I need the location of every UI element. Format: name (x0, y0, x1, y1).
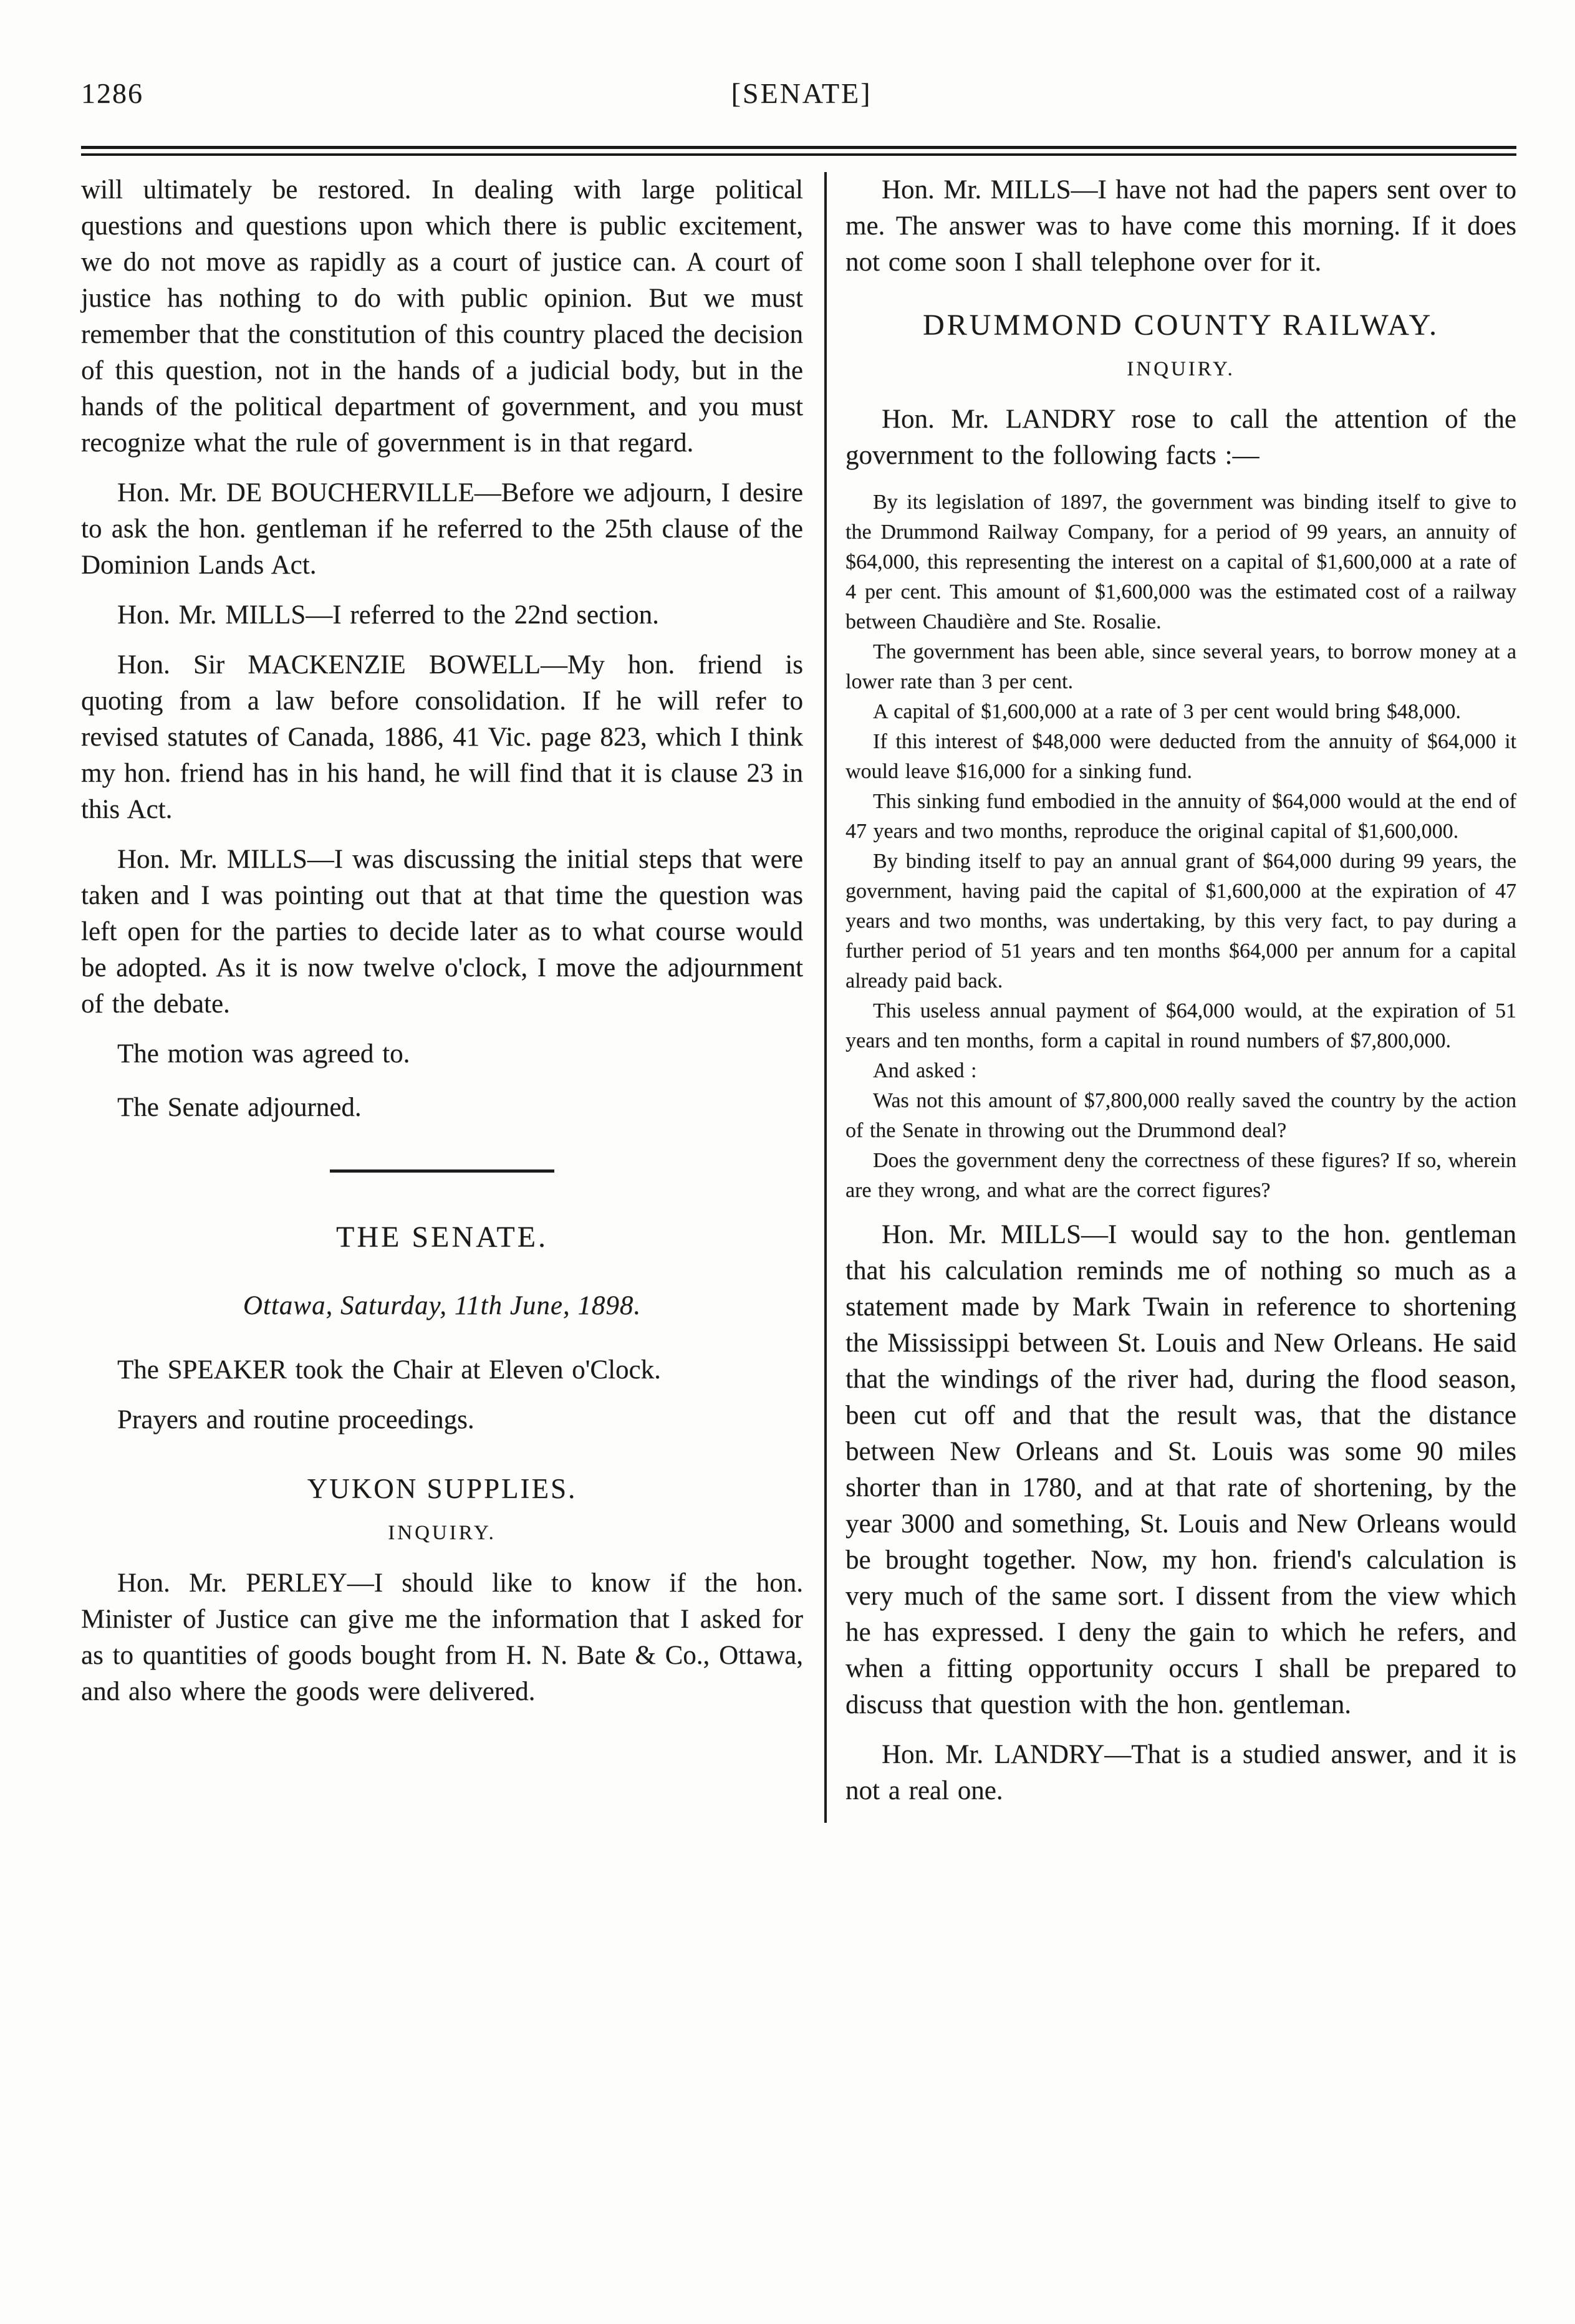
fact-paragraph: This sinking fund embodied in the annuity of $64,000 would at the end of 47 years and two months, reproduce the original capital of $1,600,000. (845, 790, 1516, 843)
landry-facts-block (845, 487, 1516, 1206)
fact-paragraph: This useless annual payment of $64,000 would, at the expiration of 51 years and ten months, form a capital in round numbers of $7,800,000. (845, 999, 1516, 1052)
paragraph-bowell: Hon. Sir MACKENZIE BOWELL—My hon. friend is quoting from a law before consolidation. If he will refer to revised statutes of Canada, 1886, 41 Vic. page 823, which I think my hon. friend has in his hand, he will find that it is clause 23 in this Act. (81, 650, 803, 824)
drummond-inquiry-subheading: INQUIRY. (1127, 358, 1235, 380)
paragraph-mills-twain: Hon. Mr. MILLS—I would say to the hon. gentleman that his calculation reminds me of nothing so much as a statement made by Mark Twain in reference to shortening the Mississippi between St. Louis and New Orleans. He said that the windings of the river had, during the flood season, been cut off and that the result was, that the distance between New Orleans and St. Louis was some 90 miles shorter than in 1780, and at that rate of shortening, by the year 3000 and something, St. Louis and New Orleans would be brought together. Now, my hon. friend's calculation is very much of the same sort. I dissent from the view which he has expressed. I deny the gain to which he refers, and when a fitting opportunity occurs I shall be prepared to discuss that question with the hon. gentleman. (845, 1220, 1516, 1719)
paragraph-landry-rose: Hon. Mr. LANDRY rose to call the attention of the government to the following facts :— (845, 405, 1516, 470)
paragraph-senate-adjourned: The Senate adjourned. (117, 1093, 362, 1122)
paragraph-boucherville: Hon. Mr. DE BOUCHERVILLE—Before we adjourn, I desire to ask the hon. gentleman if he referred to the 25th clause of the Dominion Lands Act. (81, 478, 803, 580)
page-number: 1286 (81, 77, 143, 109)
fact-paragraph: By its legislation of 1897, the government was binding itself to give to the Drummond Railway Company, for a period of 99 years, an annuity of $64,000, this representing the interest on a capital of $1,600,000 at a rate of 4 per cent. This amount of $1,600,000 was the estimated cost of a railway between Chaudière and Ste. Rosalie. (845, 491, 1516, 633)
column-divider-rule (824, 172, 827, 1823)
fact-paragraph: And asked : (873, 1059, 977, 1082)
paragraph-mills-referred: Hon. Mr. MILLS—I referred to the 22nd section. (117, 600, 659, 630)
paragraph-speaker-chair: The SPEAKER took the Chair at Eleven o'Clock. (117, 1355, 661, 1385)
paragraph-mills-discussing: Hon. Mr. MILLS—I was discussing the initial steps that were taken and I was pointing out that at that time the question was left open for the parties to decide later as to what course would be adopted. As it is now twelve o'clock, I move the adjournment of the debate. (81, 845, 803, 1019)
fact-paragraph: Was not this amount of $7,800,000 really saved the country by the action of the Senate in throwing out the Drummond deal? (845, 1089, 1516, 1142)
paragraph-prayers: Prayers and routine proceedings. (117, 1405, 474, 1434)
page-header (81, 74, 1516, 113)
sitting-dateline: Ottawa, Saturday, 11th June, 1898. (243, 1291, 642, 1320)
fact-paragraph: Does the government deny the correctness of these figures? If so, wherein are they wrong, and what are the correct figures? (845, 1149, 1516, 1202)
yukon-inquiry-subheading: INQUIRY. (388, 1522, 496, 1544)
paragraph-mills-papers: Hon. Mr. MILLS—I have not had the papers sent over to me. The answer was to have come this morning. If it does not come soon I shall telephone over for it. (845, 175, 1516, 277)
yukon-supplies-heading: YUKON SUPPLIES. (307, 1473, 577, 1504)
fact-paragraph: By binding itself to pay an annual grant of $64,000 during 99 years, the government, having paid the capital of $1,600,000 at the expiration of 47 years and two months, was undertaking, by this very fact, to pay during a further period of 51 years and ten months $64,000 per annum for a capital already paid back. (845, 850, 1516, 992)
fact-paragraph: The government has been able, since several years, to borrow money at a lower rate than 3 per cent. (845, 640, 1516, 693)
running-title: [SENATE] (731, 77, 872, 109)
senate-heading: THE SENATE. (336, 1221, 548, 1254)
fact-paragraph: A capital of $1,600,000 at a rate of 3 per cent would bring $48,000. (873, 700, 1461, 723)
paragraph-motion-agreed: The motion was agreed to. (117, 1039, 410, 1068)
two-column-layout (81, 172, 1516, 1823)
drummond-railway-heading: DRUMMOND COUNTY RAILWAY. (922, 309, 1440, 342)
header-double-rule (81, 146, 1516, 156)
right-column (845, 172, 1516, 1823)
paragraph-restored: will ultimately be restored. In dealing with large political questions and questions upon which there is public excitement, we do not move as rapidly as a court of justice can. A court of justice has nothing to do with public opinion. But we must remember that the constitution of this country placed the decision of this question, not in the hands of a judicial body, but in the hands of the political department of government, and you must recognize what the rule of government is in that regard. (81, 175, 803, 458)
paragraph-landry-answer: Hon. Mr. LANDRY—That is a studied answer, and it is not a real one. (845, 1740, 1516, 1805)
left-column (81, 172, 803, 1823)
fact-paragraph: If this interest of $48,000 were deducted from the annuity of $64,000 it would leave $16,000 for a sinking fund. (845, 730, 1516, 783)
section-divider-rule (330, 1169, 554, 1173)
paragraph-perley: Hon. Mr. PERLEY—I should like to know if the hon. Minister of Justice can give me the information that I asked for as to quantities of goods bought from H. N. Bate & Co., Ottawa, and also where the goods were delivered. (81, 1568, 803, 1706)
